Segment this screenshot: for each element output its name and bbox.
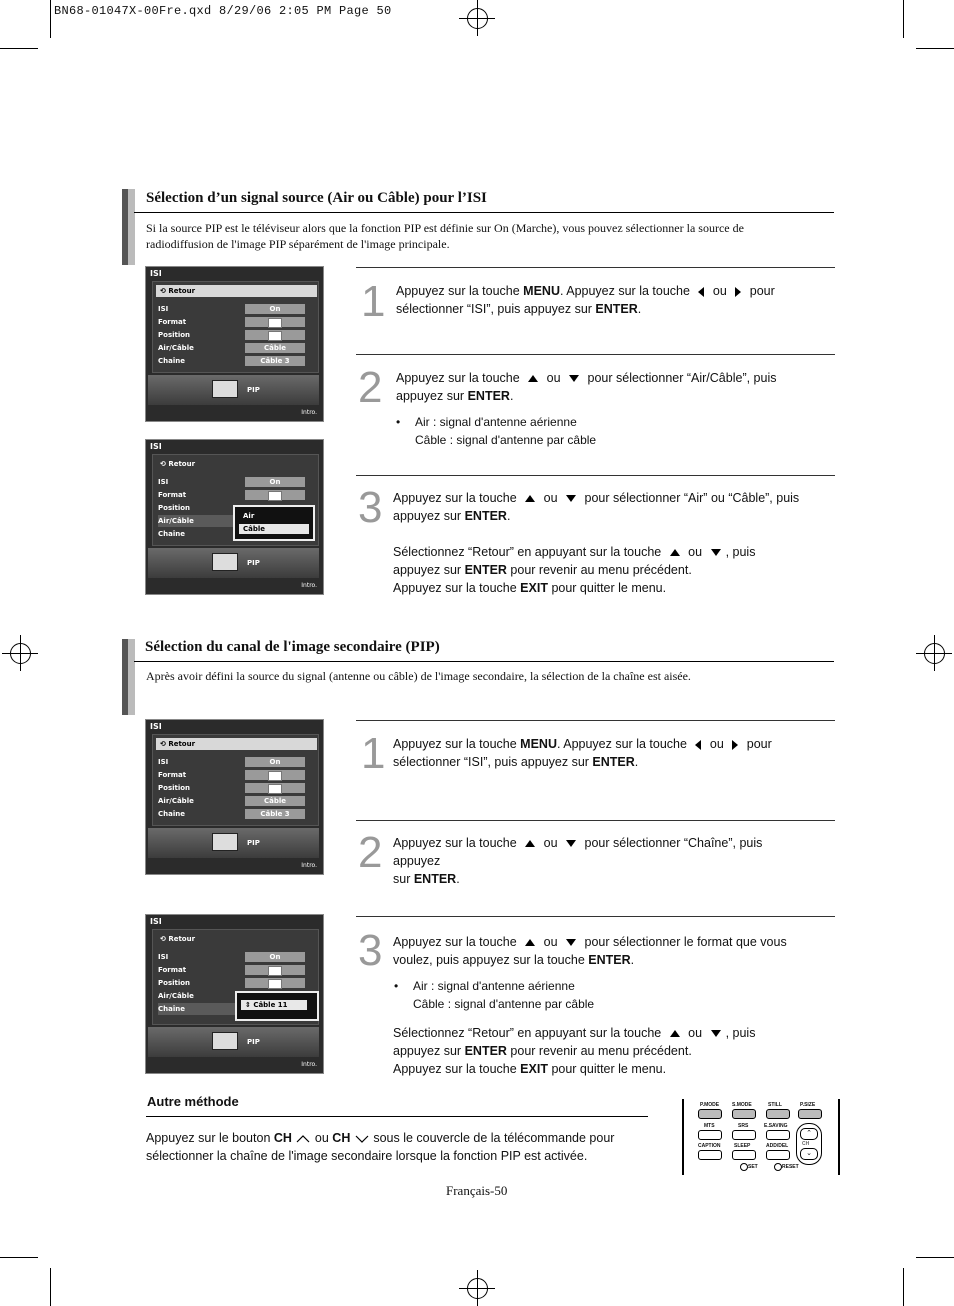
menu-retour: ⟲ Retour	[156, 285, 317, 297]
menu-retour: ⟲ Retour	[160, 935, 196, 943]
step-number: 2	[358, 363, 383, 412]
step-rule	[356, 916, 835, 917]
chevron-down-icon	[354, 1134, 370, 1144]
crop-mark	[916, 48, 954, 49]
crop-mark	[50, 0, 51, 38]
crop-mark	[50, 1268, 51, 1306]
bullet-list: • Air : signal d'antenne aérienne Câble : signal d'antenne par câble	[394, 979, 595, 1011]
registration-mark-icon	[459, 0, 495, 36]
step-number: 2	[358, 828, 383, 877]
up-arrow-icon	[670, 549, 680, 556]
step-text: Appuyez sur la touche MENU. Appuyez sur la touche ou pour sélectionner “ISI”, puis appuyez sur ENTER.	[396, 284, 775, 316]
down-arrow-icon	[569, 375, 579, 382]
registration-mark-icon	[459, 1270, 495, 1306]
crop-mark	[916, 1257, 954, 1258]
tv-icon	[212, 1032, 238, 1050]
channel-popup: ⇕ Câble 11	[235, 991, 319, 1021]
remote-control-illustration: P.MODE S.MODE STILL P.SIZE MTS SRS E.SAVING CAPTION SLEEP ADD/DEL ⌃ CH ⌄ SET RESET	[682, 1099, 840, 1175]
step-rule	[356, 820, 835, 821]
autre-text: Appuyez sur le bouton CH ou CH sous le couvercle de la télécommande pour sélectionner la chaîne de l'image secondaire lorsque la fonction PIP est activée.	[146, 1131, 615, 1163]
tv-menu-screenshot: ISI ⟲ Retour ISI On Format Position Air/Câble Chaîne ⇕ Câble 11 PIP Intro.	[145, 914, 324, 1074]
up-arrow-icon	[528, 375, 538, 382]
right-arrow-icon	[735, 287, 741, 297]
down-arrow-icon	[711, 549, 721, 556]
crop-mark	[0, 1257, 38, 1258]
bullet-list: • Air : signal d'antenne aérienne Câble : signal d'antenne par câble	[396, 415, 597, 447]
step-number: 3	[358, 926, 383, 975]
step-rule	[356, 720, 835, 721]
section-bar	[122, 189, 135, 265]
tv-menu-screenshot: ISI ⟲ Retour ISI On Format Position Air/Câble Chaîne Air Câble PIP Intro.	[145, 439, 324, 595]
crop-mark	[903, 1268, 904, 1306]
section-intro: Après avoir défini la source du signal (antenne ou câble) de l'image secondaire, la sélection de la chaîne est aisée.	[146, 669, 691, 683]
air-cable-popup: Air Câble	[233, 505, 315, 541]
down-arrow-icon	[566, 495, 576, 502]
section-title: Sélection du canal de l'image secondaire (PIP)	[145, 639, 440, 655]
menu-retour: ⟲ Retour	[156, 738, 317, 750]
section-rule	[134, 212, 834, 213]
step-number: 3	[358, 483, 383, 532]
autre-rule	[146, 1116, 648, 1117]
ch-up-button: ⌃	[800, 1128, 818, 1140]
down-arrow-icon	[566, 939, 576, 946]
up-arrow-icon	[525, 495, 535, 502]
tv-icon	[212, 833, 238, 851]
crop-mark	[903, 0, 904, 38]
section-bar	[122, 639, 135, 715]
step-text: Appuyez sur la touche ou pour sélectionner le format que vous voulez, puis appuyez sur la touche ENTER.	[393, 935, 787, 967]
tv-icon	[212, 380, 238, 398]
tv-icon	[212, 553, 238, 571]
registration-mark-icon	[916, 635, 952, 671]
tv-menu-screenshot: ISI ⟲ Retour ISI On Format Position Air/Câble Câble Chaîne Câble 3 PIP Intro.	[145, 719, 324, 875]
up-arrow-icon	[670, 1030, 680, 1037]
down-arrow-icon	[566, 840, 576, 847]
step-text: Appuyez sur la touche MENU. Appuyez sur la touche ou pour sélectionner “ISI”, puis appuyez sur ENTER.	[393, 737, 772, 769]
tv-menu-screenshot: ISI ⟲ Retour ISI On Format Position Air/Câble Câble Chaîne Câble 3 PIP Intro.	[145, 266, 324, 422]
down-arrow-icon	[711, 1030, 721, 1037]
section-rule	[134, 661, 834, 662]
chevron-up-icon	[295, 1134, 311, 1144]
print-header: BN68-01047X-00Fre.qxd 8/29/06 2:05 PM Page 50	[54, 4, 392, 18]
page-number: Français-50	[446, 1183, 508, 1198]
step-rule	[356, 354, 835, 355]
registration-mark-icon	[2, 635, 38, 671]
left-arrow-icon	[695, 740, 701, 750]
menu-retour: ⟲ Retour	[160, 460, 196, 468]
step-text: Appuyez sur la touche ou pour sélectionner “Chaîne”, puis appuyez sur ENTER.	[393, 836, 763, 886]
right-arrow-icon	[732, 740, 738, 750]
up-arrow-icon	[525, 840, 535, 847]
section-title: Sélection d’un signal source (Air ou Câble) pour l’ISI	[146, 190, 487, 206]
step-number: 1	[361, 729, 386, 778]
step-rule	[356, 475, 835, 476]
up-arrow-icon	[525, 939, 535, 946]
crop-mark	[0, 48, 38, 49]
section-intro: Si la source PIP est le téléviseur alors que la fonction PIP est définie sur On (Marche), vous pouvez sélectionner la source de radiodiffusion de l'image PIP séparément de l'image principale.	[146, 221, 744, 251]
left-arrow-icon	[698, 287, 704, 297]
step-text: Appuyez sur la touche ou pour sélectionner “Air/Câble”, puis appuyez sur ENTER.	[396, 371, 777, 403]
step-text: Sélectionnez “Retour” en appuyant sur la touche ou , puis appuyez sur ENTER pour revenir au menu précédent. Appuyez sur la touche EXIT pour quitter le menu.	[393, 1026, 756, 1076]
step-number: 1	[361, 277, 386, 326]
step-rule	[356, 267, 835, 268]
ch-down-button: ⌄	[800, 1148, 818, 1160]
autre-title: Autre méthode	[147, 1094, 239, 1109]
step-text: Appuyez sur la touche ou pour sélectionner “Air” ou “Câble”, puis appuyez sur ENTER. Sélectionnez “Retour” en appuyant sur la touche ou , puis appuyez sur ENTER pour revenir au menu précédent. Appuyez sur la touche EXIT pour quitter le menu.	[393, 491, 800, 595]
